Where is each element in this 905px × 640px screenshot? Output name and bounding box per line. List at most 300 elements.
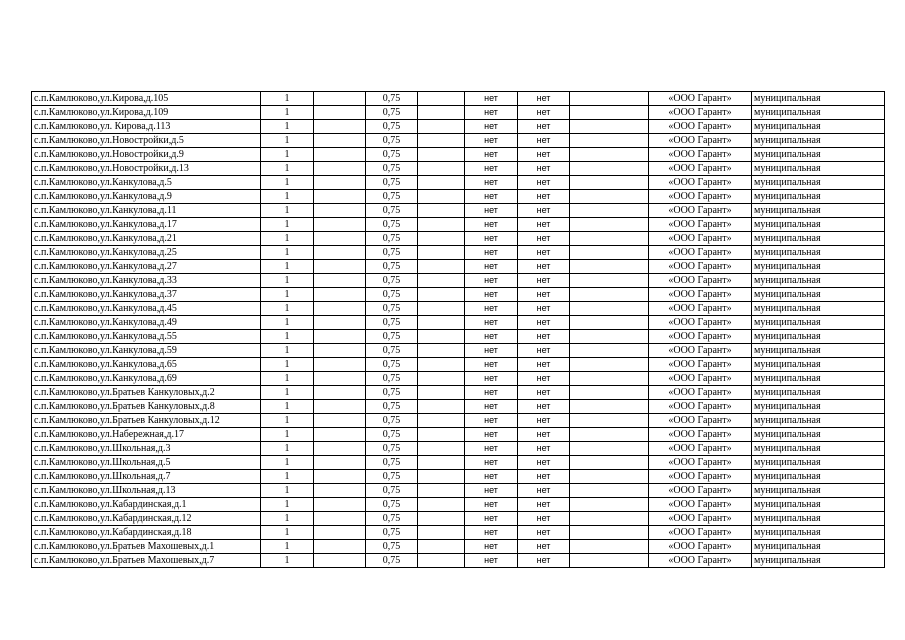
operator-cell: «ООО Гарант» [649,400,752,414]
empty-cell [314,148,366,162]
operator-cell: «ООО Гарант» [649,232,752,246]
volume-cell: 0,75 [366,526,418,540]
address-cell: с.п.Камлюково,ул.Канкулова,д.33 [32,274,261,288]
table-row [32,120,885,134]
ownership-cell: муниципальная [752,484,885,498]
empty-cell [570,92,649,106]
flag1-cell: нет [465,442,518,456]
empty-cell [418,358,465,372]
volume-cell: 0,75 [366,498,418,512]
empty-cell [418,554,465,568]
count-cell: 1 [261,498,314,512]
flag2-cell: нет [518,470,570,484]
empty-cell [570,470,649,484]
operator-cell: «ООО Гарант» [649,358,752,372]
operator-cell: «ООО Гарант» [649,162,752,176]
empty-cell [314,470,366,484]
flag2-cell: нет [518,372,570,386]
operator-cell: «ООО Гарант» [649,442,752,456]
address-cell: с.п.Камлюково,ул.Канкулова,д.55 [32,330,261,344]
empty-cell [418,428,465,442]
volume-cell: 0,75 [366,470,418,484]
address-cell: с.п.Камлюково,ул.Братьев Махошевых,д.7 [32,554,261,568]
empty-cell [314,316,366,330]
ownership-cell: муниципальная [752,456,885,470]
count-cell: 1 [261,554,314,568]
empty-cell [314,344,366,358]
count-cell: 1 [261,246,314,260]
table-row [32,176,885,190]
empty-cell [570,526,649,540]
count-cell: 1 [261,428,314,442]
ownership-cell: муниципальная [752,148,885,162]
ownership-cell: муниципальная [752,344,885,358]
address-cell: с.п.Камлюково,ул.Канкулова,д.17 [32,218,261,232]
empty-cell [570,316,649,330]
table-row [32,148,885,162]
volume-cell: 0,75 [366,400,418,414]
empty-cell [570,344,649,358]
table-row [32,456,885,470]
flag2-cell: нет [518,386,570,400]
table-row [32,316,885,330]
count-cell: 1 [261,330,314,344]
table-row [32,554,885,568]
empty-cell [418,316,465,330]
empty-cell [418,470,465,484]
ownership-cell: муниципальная [752,232,885,246]
operator-cell: «ООО Гарант» [649,414,752,428]
flag2-cell: нет [518,134,570,148]
address-cell: с.п.Камлюково,ул.Канкулова,д.9 [32,190,261,204]
flag2-cell: нет [518,302,570,316]
operator-cell: «ООО Гарант» [649,372,752,386]
container-sites-table [31,91,885,568]
flag2-cell: нет [518,218,570,232]
address-cell: с.п.Камлюково,ул.Канкулова,д.65 [32,358,261,372]
volume-cell: 0,75 [366,106,418,120]
ownership-cell: муниципальная [752,176,885,190]
empty-cell [418,414,465,428]
count-cell: 1 [261,414,314,428]
address-cell: с.п.Камлюково,ул.Канкулова,д.37 [32,288,261,302]
empty-cell [570,498,649,512]
empty-cell [570,232,649,246]
flag1-cell: нет [465,148,518,162]
operator-cell: «ООО Гарант» [649,554,752,568]
flag1-cell: нет [465,372,518,386]
empty-cell [418,120,465,134]
empty-cell [418,92,465,106]
flag2-cell: нет [518,526,570,540]
volume-cell: 0,75 [366,204,418,218]
count-cell: 1 [261,120,314,134]
count-cell: 1 [261,204,314,218]
flag1-cell: нет [465,176,518,190]
empty-cell [418,260,465,274]
flag1-cell: нет [465,400,518,414]
table-row [32,134,885,148]
volume-cell: 0,75 [366,288,418,302]
empty-cell [570,190,649,204]
flag2-cell: нет [518,92,570,106]
flag2-cell: нет [518,554,570,568]
address-cell: с.п.Камлюково,ул.Школьная,д.3 [32,442,261,456]
volume-cell: 0,75 [366,316,418,330]
address-cell: с.п.Камлюково,ул.Новостройки,д.5 [32,134,261,148]
volume-cell: 0,75 [366,484,418,498]
ownership-cell: муниципальная [752,330,885,344]
address-cell: с.п.Камлюково,ул.Братьев Канкуловых,д.8 [32,400,261,414]
empty-cell [314,120,366,134]
empty-cell [418,218,465,232]
operator-cell: «ООО Гарант» [649,470,752,484]
empty-cell [570,148,649,162]
volume-cell: 0,75 [366,148,418,162]
flag1-cell: нет [465,260,518,274]
ownership-cell: муниципальная [752,316,885,330]
empty-cell [570,176,649,190]
flag2-cell: нет [518,330,570,344]
address-cell: с.п.Камлюково,ул.Кирова,д.109 [32,106,261,120]
count-cell: 1 [261,134,314,148]
empty-cell [418,162,465,176]
empty-cell [570,512,649,526]
operator-cell: «ООО Гарант» [649,526,752,540]
table-row [32,92,885,106]
empty-cell [418,246,465,260]
flag1-cell: нет [465,428,518,442]
empty-cell [314,232,366,246]
address-cell: с.п.Камлюково,ул.Новостройки,д.13 [32,162,261,176]
empty-cell [570,456,649,470]
flag2-cell: нет [518,358,570,372]
empty-cell [314,386,366,400]
table-row [32,246,885,260]
table-row [32,106,885,120]
empty-cell [418,498,465,512]
count-cell: 1 [261,540,314,554]
count-cell: 1 [261,442,314,456]
empty-cell [570,218,649,232]
flag1-cell: нет [465,162,518,176]
count-cell: 1 [261,302,314,316]
empty-cell [418,386,465,400]
ownership-cell: муниципальная [752,302,885,316]
empty-cell [570,442,649,456]
volume-cell: 0,75 [366,302,418,316]
volume-cell: 0,75 [366,414,418,428]
count-cell: 1 [261,316,314,330]
ownership-cell: муниципальная [752,92,885,106]
address-cell: с.п.Камлюково,ул.Канкулова,д.45 [32,302,261,316]
operator-cell: «ООО Гарант» [649,428,752,442]
operator-cell: «ООО Гарант» [649,260,752,274]
empty-cell [314,442,366,456]
volume-cell: 0,75 [366,120,418,134]
ownership-cell: муниципальная [752,400,885,414]
table-row [32,358,885,372]
table-row [32,344,885,358]
volume-cell: 0,75 [366,134,418,148]
flag1-cell: нет [465,330,518,344]
volume-cell: 0,75 [366,232,418,246]
ownership-cell: муниципальная [752,106,885,120]
count-cell: 1 [261,162,314,176]
table-row [32,190,885,204]
address-cell: с.п.Камлюково,ул.Набережная,д.17 [32,428,261,442]
flag2-cell: нет [518,442,570,456]
empty-cell [418,512,465,526]
count-cell: 1 [261,218,314,232]
empty-cell [314,246,366,260]
address-cell: с.п.Камлюково,ул.Канкулова,д.21 [32,232,261,246]
empty-cell [570,414,649,428]
ownership-cell: муниципальная [752,512,885,526]
ownership-cell: муниципальная [752,162,885,176]
address-cell: с.п.Камлюково,ул.Кабардинская,д.1 [32,498,261,512]
count-cell: 1 [261,526,314,540]
flag1-cell: нет [465,414,518,428]
empty-cell [418,106,465,120]
flag2-cell: нет [518,400,570,414]
flag1-cell: нет [465,134,518,148]
count-cell: 1 [261,106,314,120]
ownership-cell: муниципальная [752,414,885,428]
count-cell: 1 [261,190,314,204]
table-row [32,484,885,498]
volume-cell: 0,75 [366,260,418,274]
flag1-cell: нет [465,344,518,358]
empty-cell [570,372,649,386]
operator-cell: «ООО Гарант» [649,134,752,148]
empty-cell [314,134,366,148]
address-cell: с.п.Камлюково,ул. Кирова,д.113 [32,120,261,134]
operator-cell: «ООО Гарант» [649,330,752,344]
address-cell: с.п.Камлюково,ул.Школьная,д.7 [32,470,261,484]
flag1-cell: нет [465,288,518,302]
empty-cell [418,232,465,246]
operator-cell: «ООО Гарант» [649,204,752,218]
empty-cell [314,498,366,512]
address-cell: с.п.Камлюково,ул.Братьев Канкуловых,д.2 [32,386,261,400]
address-cell: с.п.Камлюково,ул.Школьная,д.13 [32,484,261,498]
empty-cell [418,302,465,316]
operator-cell: «ООО Гарант» [649,106,752,120]
operator-cell: «ООО Гарант» [649,484,752,498]
table-row [32,232,885,246]
empty-cell [570,554,649,568]
address-cell: с.п.Камлюково,ул.Канкулова,д.69 [32,372,261,386]
table-row [32,470,885,484]
flag1-cell: нет [465,540,518,554]
flag1-cell: нет [465,554,518,568]
volume-cell: 0,75 [366,330,418,344]
empty-cell [314,484,366,498]
empty-cell [314,372,366,386]
table-row [32,414,885,428]
empty-cell [418,372,465,386]
table-row [32,218,885,232]
ownership-cell: муниципальная [752,554,885,568]
operator-cell: «ООО Гарант» [649,176,752,190]
empty-cell [314,190,366,204]
empty-cell [418,344,465,358]
empty-cell [418,484,465,498]
empty-cell [570,330,649,344]
empty-cell [418,400,465,414]
flag1-cell: нет [465,526,518,540]
ownership-cell: муниципальная [752,386,885,400]
operator-cell: «ООО Гарант» [649,288,752,302]
empty-cell [314,456,366,470]
count-cell: 1 [261,148,314,162]
ownership-cell: муниципальная [752,120,885,134]
ownership-cell: муниципальная [752,498,885,512]
address-cell: с.п.Камлюково,ул.Школьная,д.5 [32,456,261,470]
empty-cell [314,428,366,442]
flag1-cell: нет [465,246,518,260]
flag1-cell: нет [465,218,518,232]
flag2-cell: нет [518,106,570,120]
table-row [32,526,885,540]
volume-cell: 0,75 [366,512,418,526]
empty-cell [314,358,366,372]
count-cell: 1 [261,274,314,288]
empty-cell [418,148,465,162]
ownership-cell: муниципальная [752,218,885,232]
count-cell: 1 [261,470,314,484]
flag2-cell: нет [518,162,570,176]
volume-cell: 0,75 [366,428,418,442]
address-cell: с.п.Камлюково,ул.Братьев Махошевых,д.1 [32,540,261,554]
flag2-cell: нет [518,540,570,554]
volume-cell: 0,75 [366,456,418,470]
count-cell: 1 [261,358,314,372]
empty-cell [418,456,465,470]
flag1-cell: нет [465,456,518,470]
flag1-cell: нет [465,512,518,526]
volume-cell: 0,75 [366,540,418,554]
flag2-cell: нет [518,260,570,274]
address-cell: с.п.Камлюково,ул.Кабардинская,д.12 [32,512,261,526]
empty-cell [570,540,649,554]
flag1-cell: нет [465,386,518,400]
empty-cell [418,288,465,302]
address-cell: с.п.Камлюково,ул.Канкулова,д.5 [32,176,261,190]
empty-cell [570,302,649,316]
empty-cell [314,274,366,288]
ownership-cell: муниципальная [752,358,885,372]
empty-cell [314,330,366,344]
volume-cell: 0,75 [366,344,418,358]
table-row [32,512,885,526]
empty-cell [570,106,649,120]
flag2-cell: нет [518,190,570,204]
volume-cell: 0,75 [366,162,418,176]
flag1-cell: нет [465,484,518,498]
empty-cell [314,554,366,568]
operator-cell: «ООО Гарант» [649,190,752,204]
table-row [32,498,885,512]
empty-cell [314,400,366,414]
flag2-cell: нет [518,428,570,442]
operator-cell: «ООО Гарант» [649,218,752,232]
address-cell: с.п.Камлюково,ул.Канкулова,д.11 [32,204,261,218]
table-body [32,92,885,568]
flag2-cell: нет [518,498,570,512]
empty-cell [570,120,649,134]
empty-cell [570,400,649,414]
ownership-cell: муниципальная [752,372,885,386]
flag2-cell: нет [518,120,570,134]
empty-cell [570,484,649,498]
flag2-cell: нет [518,232,570,246]
volume-cell: 0,75 [366,386,418,400]
operator-cell: «ООО Гарант» [649,148,752,162]
volume-cell: 0,75 [366,190,418,204]
empty-cell [314,526,366,540]
volume-cell: 0,75 [366,246,418,260]
empty-cell [314,204,366,218]
ownership-cell: муниципальная [752,260,885,274]
empty-cell [418,274,465,288]
empty-cell [570,246,649,260]
empty-cell [570,386,649,400]
empty-cell [314,162,366,176]
flag1-cell: нет [465,204,518,218]
operator-cell: «ООО Гарант» [649,498,752,512]
address-cell: с.п.Камлюково,ул.Канкулова,д.27 [32,260,261,274]
flag2-cell: нет [518,246,570,260]
empty-cell [418,176,465,190]
empty-cell [314,106,366,120]
volume-cell: 0,75 [366,358,418,372]
flag2-cell: нет [518,344,570,358]
empty-cell [314,288,366,302]
operator-cell: «ООО Гарант» [649,386,752,400]
ownership-cell: муниципальная [752,288,885,302]
count-cell: 1 [261,372,314,386]
empty-cell [570,162,649,176]
empty-cell [418,526,465,540]
ownership-cell: муниципальная [752,204,885,218]
count-cell: 1 [261,260,314,274]
address-cell: с.п.Камлюково,ул.Кирова,д.105 [32,92,261,106]
volume-cell: 0,75 [366,442,418,456]
table-row [32,274,885,288]
address-cell: с.п.Камлюково,ул.Канкулова,д.49 [32,316,261,330]
count-cell: 1 [261,92,314,106]
count-cell: 1 [261,386,314,400]
empty-cell [418,540,465,554]
empty-cell [570,274,649,288]
volume-cell: 0,75 [366,176,418,190]
operator-cell: «ООО Гарант» [649,274,752,288]
flag1-cell: нет [465,106,518,120]
table-row [32,288,885,302]
table-row [32,442,885,456]
empty-cell [418,330,465,344]
empty-cell [570,428,649,442]
empty-cell [570,288,649,302]
ownership-cell: муниципальная [752,246,885,260]
volume-cell: 0,75 [366,274,418,288]
table-row [32,372,885,386]
ownership-cell: муниципальная [752,190,885,204]
flag1-cell: нет [465,470,518,484]
operator-cell: «ООО Гарант» [649,344,752,358]
